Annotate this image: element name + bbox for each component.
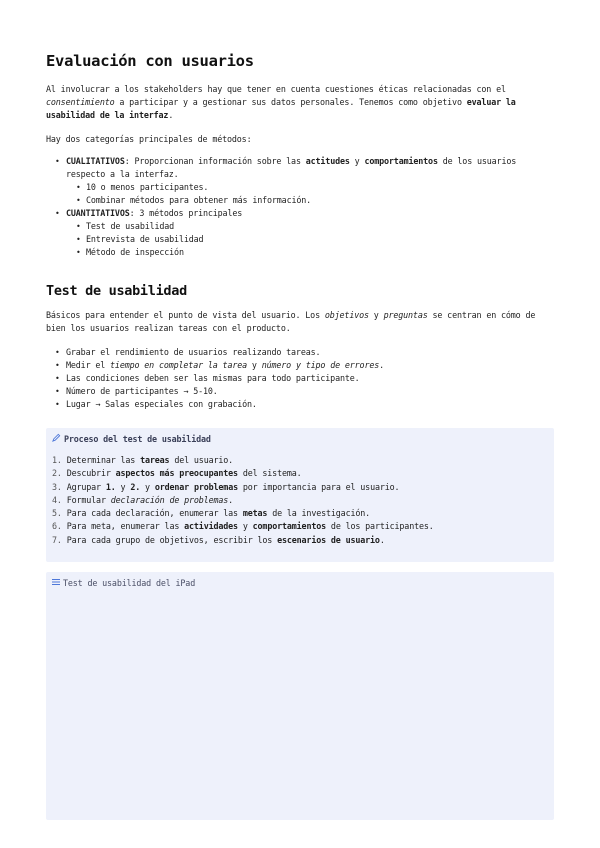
page-title: Evaluación con usuarios [46,52,254,70]
quantitative-sublist [66,220,554,259]
process-steps [52,454,548,547]
list-item: • Lugar → Salas especiales con grabación. [46,398,554,411]
section-title-usability-test: Test de usabilidad [46,283,187,299]
categories-intro: Hay dos categorías principales de métodos: [46,134,252,144]
callout-title: Proceso del test de usabilidad [52,433,211,445]
intro-paragraph: Al involucrar a los stakeholders hay que tener en cuenta cuestiones éticas relacionadas con el consentimiento a participar y a gestionar sus datos personales. Tenemos como objetivo evaluar la usabilidad de la interfaz. [46,84,516,120]
list-item: • Test de usabilidad [66,220,554,233]
list-item: • Método de inspección [66,246,554,259]
list-item-qualitative: • CUALITATIVOS: Proporcionan información sobre las actitudes y comportamientos de los usuarios respecto a la interfaz. • 10 o menos participantes. • Combinar métodos para obtener más información. [46,155,554,207]
list-item: • 10 o menos participantes. [66,181,554,194]
list-item: 6. Para meta, enumerar las actividades y comportamientos de los participantes. [52,521,434,532]
list-item: • Entrevista de usabilidad [66,233,554,246]
usability-process-callout [46,428,554,562]
list-item: • Las condiciones deben ser las mismas para todo participante. [46,372,554,385]
list-item: 7. Para cada grupo de objetivos, escribir los escenarios de usuario. [52,534,385,545]
list-item: 1. Determinar las tareas del usuario. [52,455,234,465]
list-item: 5. Para cada declaración, enumerar las metas de la investigación. [52,508,371,519]
pencil-icon [52,433,61,445]
usability-test-list [46,346,554,411]
list-item: 4. Formular declaración de problemas. [52,494,234,505]
embed-title[interactable]: Test de usabilidad del iPad [52,578,195,588]
usability-test-paragraph: Básicos para entender el punto de vista del usuario. Los objetivos y preguntas se centran en cómo de bien los usuarios realizan tareas con el producto. [46,310,536,333]
list-item: • Medir el tiempo en completar la tarea y número y tipo de errores. [46,359,554,372]
list-item: • Grabar el rendimiento de usuarios realizando tareas. [46,346,554,359]
methods-list [46,155,554,259]
list-icon [52,578,60,588]
list-item: • Número de participantes → 5-10. [46,385,554,398]
list-item: 2. Descubrir aspectos más preocupantes del sistema. [52,468,302,479]
qualitative-sublist [66,181,554,207]
list-item-quantitative: • CUANTITATIVOS: 3 métodos principales • Test de usabilidad • Entrevista de usabilidad • Método de inspección [46,207,554,259]
list-item: • Combinar métodos para obtener más información. [66,194,554,207]
list-item: 3. Agrupar 1. y 2. y ordenar problemas por importancia para el usuario. [52,481,400,492]
ipad-test-embed[interactable] [46,572,554,820]
